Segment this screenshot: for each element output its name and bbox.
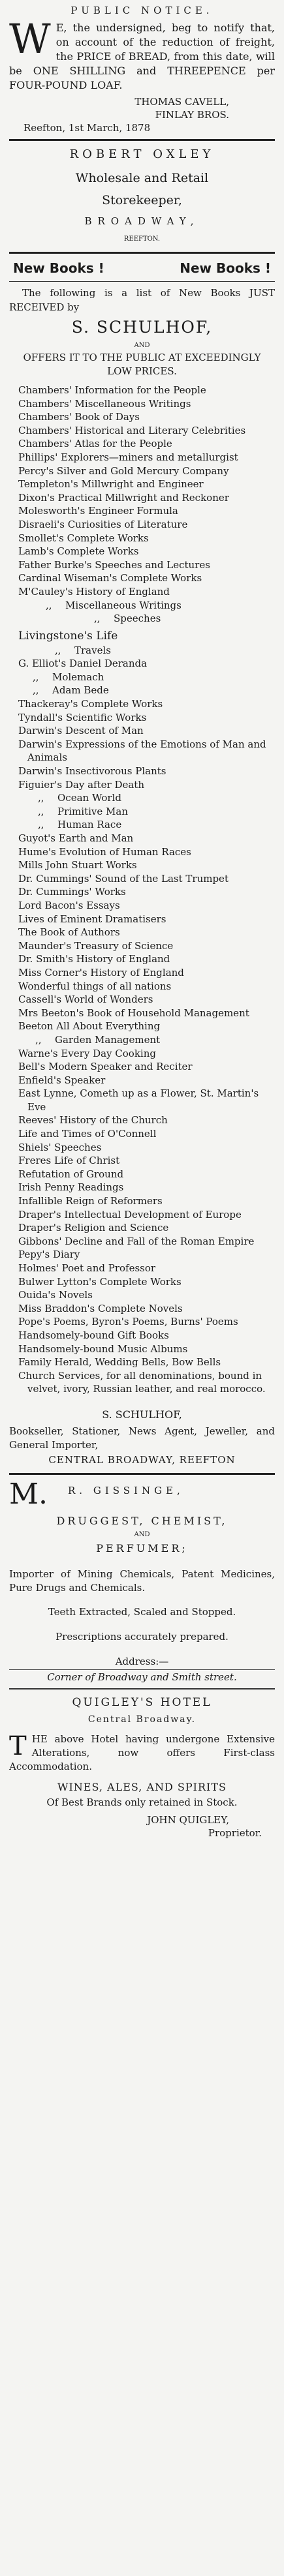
book-item: Figuier's Day after Death — [18, 778, 144, 791]
book-item: Chambers' Atlas for the People — [18, 438, 172, 450]
books-sig-place: CENTRAL BROADWAY, REEFTON — [48, 1453, 236, 1466]
gissinge-title2: PERFUMER; — [96, 1541, 188, 1554]
book-subitem: ,, Primitive Man — [38, 805, 128, 817]
book-item: G. Elliot's Daniel Deranda — [18, 658, 148, 670]
book-subitem: ,, Ocean World — [38, 792, 121, 804]
hotel-name: QUIGLEY'S HOTEL — [72, 1695, 212, 1709]
book-item: Darwin's Descent of Man — [18, 725, 144, 737]
gissinge-text1: Importer of Mining Chemicals, Patent Medicines, Pure Drugs and Chemicals. — [9, 1568, 275, 1594]
gissinge-text2: Teeth Extracted, Scaled and Stopped. — [48, 1605, 236, 1618]
books-banner-right: New Books ! — [180, 260, 271, 276]
book-item: Handsomely-bound Music Albums — [18, 1342, 188, 1355]
books-list — [9, 384, 275, 1396]
oxley-town: REEFTON. — [123, 235, 161, 243]
book-item: Chambers' Historical and Literary Celebrities — [18, 424, 246, 436]
hotel-wines: WINES, ALES, AND SPIRITS — [57, 1780, 227, 1793]
book-item: Maunder's Treasury of Science — [18, 939, 174, 952]
book-item: Irish Penny Readings — [18, 1181, 124, 1194]
book-item: Molesworth's Engineer Formula — [18, 505, 178, 517]
hotel-dropcap: T — [9, 1731, 27, 1761]
gissinge-title: DRUGGEST, CHEMIST, — [56, 1514, 228, 1527]
book-subitem: ,, Molemach — [33, 671, 104, 683]
schulhof-books-advert — [9, 254, 275, 1468]
book-item: Tyndall's Scientific Works — [18, 711, 147, 723]
book-item: Shiels' Speeches — [18, 1141, 102, 1153]
books-sig-text: Bookseller, Stationer, News Agent, Jeweller, and General Importer, — [9, 1425, 275, 1451]
oxley-line2: Storekeeper, — [102, 193, 182, 207]
book-subitem: ,, Adam Bede — [33, 684, 109, 697]
book-item: Dixon's Practical Millwright and Reckoner — [18, 491, 229, 504]
notice-sig1: THOMAS CAVELL, — [134, 96, 229, 108]
book-item: Dr. Cummings' Works — [18, 886, 126, 898]
gissinge-text3: Prescriptions accurately prepared. — [55, 1630, 229, 1643]
book-subitem: ,, Travels — [55, 644, 111, 656]
book-item: Hume's Evolution of Human Races — [18, 845, 191, 858]
book-item: Pope's Poems, Byron's Poems, Burns' Poems — [18, 1316, 238, 1328]
book-item: Ouida's Novels — [18, 1289, 93, 1301]
books-seller: S. SCHULHOF, — [71, 318, 213, 337]
gissinge-name: R. GISSINGE, — [68, 1484, 184, 1496]
gissinge-address-label: Address:— — [115, 1655, 169, 1667]
book-item: Life and Times of O'Connell — [18, 1128, 157, 1140]
book-item: Miss Corner's History of England — [18, 966, 184, 978]
book-item: M'Cauley's History of England — [18, 585, 170, 598]
book-item: Refutation of Ground — [18, 1168, 124, 1180]
quigley-hotel-advert — [9, 1690, 275, 1840]
notice-body: E, the undersigned, beg to notify that, on account of the reduction of freight, the PRICE of BREAD, from this date, will be ONE SHILLING and THREEPENCE per FOUR-POUND LOAF. — [9, 22, 275, 91]
book-item: East Lynne, Cometh up as a Flower, St. Martin's Eve — [18, 1087, 259, 1113]
book-subitem: ,, Human Race — [38, 819, 122, 831]
book-item: Holmes' Poet and Professor — [18, 1262, 156, 1274]
hotel-proprietor-title: Proprietor. — [208, 1826, 262, 1839]
book-item: Freres Life of Christ — [18, 1155, 120, 1167]
oxley-name: ROBERT OXLEY — [69, 147, 215, 161]
books-offer: OFFERS IT TO THE PUBLIC AT EXCEEDINGLY LOW PRICES. — [23, 352, 261, 377]
notice-heading: PUBLIC NOTICE. — [71, 5, 213, 16]
book-item: Bell's Modern Speaker and Reciter — [18, 1061, 193, 1073]
book-item: Gibbons' Decline and Fall of the Roman Empire — [18, 1235, 255, 1247]
book-item: Dr. Smith's History of England — [18, 953, 170, 965]
oxley-street: BROADWAY, — [84, 215, 200, 227]
notice-sig2: FINLAY BROS. — [155, 109, 229, 121]
gissinge-address: Corner of Broadway and Smith street. — [9, 1669, 275, 1690]
book-item: Mrs Beeton's Book of Household Management — [18, 1007, 249, 1019]
divider — [9, 281, 275, 282]
book-item: Wonderful things of all nations — [18, 980, 172, 992]
book-item: Bulwer Lytton's Complete Works — [18, 1275, 181, 1288]
book-subitem: ,, Garden Management — [35, 1033, 161, 1046]
hotel-text — [9, 1733, 275, 1774]
book-item: Darwin's Expressions of the Emotions of Man and Animals — [18, 738, 266, 764]
book-item: Infallible Reign of Reformers — [18, 1195, 163, 1207]
book-item: Mills John Stuart Works — [18, 859, 137, 871]
book-item: Cardinal Wiseman's Complete Works — [18, 572, 202, 584]
gissinge-header — [9, 1477, 275, 1511]
book-item: Miss Braddon's Complete Novels — [18, 1302, 183, 1314]
book-item: Lord Bacon's Essays — [18, 899, 120, 911]
book-subitem: ,, Speeches — [94, 613, 161, 625]
books-intro: The following is a list of New Books JUST RECEIVED by — [9, 287, 275, 313]
book-item: Livingstone's Life — [18, 629, 118, 643]
gissinge-initial: M. — [9, 1477, 48, 1511]
book-item: Beeton All About Everything — [18, 1020, 161, 1033]
book-item: Cassell's World of Wonders — [18, 993, 153, 1006]
notice-dropcap: W — [9, 15, 51, 63]
book-item: Thackeray's Complete Works — [18, 698, 163, 710]
oxley-line1: Wholesale and Retail — [75, 171, 209, 185]
notice-dateline: Reefton, 1st March, 1878 — [24, 122, 151, 134]
book-item: Draper's Religion and Science — [18, 1222, 169, 1234]
book-item: Chambers' Information for the People — [18, 384, 206, 396]
book-item: Handsomely-bound Gift Books — [18, 1329, 169, 1341]
notice-text — [9, 15, 275, 93]
book-item: The Book of Authors — [18, 926, 120, 939]
gissinge-and: AND — [134, 1530, 150, 1538]
book-item: Phillips' Explorers—miners and metallurgist — [18, 451, 238, 463]
book-item: Disraeli's Curiosities of Literature — [18, 518, 188, 530]
book-item: Draper's Intellectual Development of Europe — [18, 1208, 242, 1220]
book-item: Lamb's Complete Works — [18, 545, 139, 558]
book-item: Father Burke's Speeches and Lectures — [18, 558, 210, 571]
hotel-body: HE above Hotel having undergone Extensive Alterations, now offers First-class Accommodation. — [9, 1733, 275, 1772]
book-item: Reeves' History of the Church — [18, 1114, 168, 1127]
book-item: Templeton's Millwright and Engineer — [18, 478, 204, 491]
gissinge-advert — [9, 1475, 275, 1690]
book-subitem: ,, Miscellaneous Writings — [46, 599, 181, 611]
oxley-advert — [9, 141, 275, 252]
hotel-proprietor: JOHN QUIGLEY, — [147, 1813, 229, 1826]
books-banner-left: New Books ! — [13, 260, 104, 276]
book-item: Smollet's Complete Works — [18, 532, 149, 544]
book-item: Warne's Every Day Cooking — [18, 1047, 156, 1059]
book-item: Pepy's Diary — [18, 1249, 80, 1261]
book-item: Family Herald, Wedding Bells, Bow Bells — [18, 1356, 221, 1369]
book-item: Dr. Cummings' Sound of the Last Trumpet — [18, 872, 229, 885]
book-item: Percy's Silver and Gold Mercury Company — [18, 464, 229, 477]
book-item: Chambers' Book of Days — [18, 411, 140, 423]
book-item: Chambers' Miscellaneous Writings — [18, 397, 191, 410]
book-item: Enfield's Speaker — [18, 1074, 106, 1086]
hotel-street: Central Broadway. — [87, 1714, 197, 1725]
book-item: Church Services, for all denominations, bound in velvet, ivory, Russian leather, and real morocco. — [18, 1369, 266, 1395]
book-item: Darwin's Insectivorous Plants — [18, 765, 166, 778]
books-sig-name: S. SCHULHOF, — [102, 1408, 182, 1421]
public-notice — [9, 0, 275, 135]
hotel-wines2: Of Best Brands only retained in Stock. — [46, 1796, 238, 1808]
books-and: AND — [134, 342, 150, 349]
book-item: Guyot's Earth and Man — [18, 832, 134, 844]
books-banner — [9, 258, 275, 279]
book-item: Lives of Eminent Dramatisers — [18, 913, 166, 925]
